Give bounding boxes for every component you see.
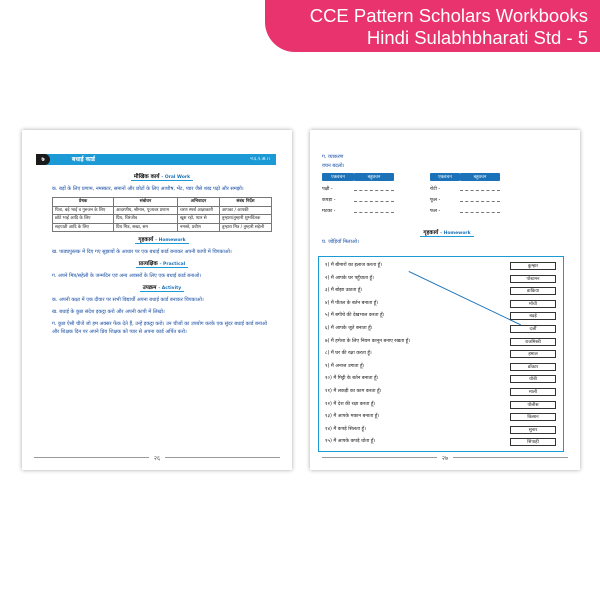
- answer-blank[interactable]: [354, 187, 394, 191]
- answer-blank[interactable]: [460, 187, 500, 191]
- homework-heading-right: गृहकार्य - Homework: [322, 228, 572, 236]
- homework-heading: गृहकार्य - Homework: [52, 236, 272, 245]
- match-left-item: ३) मैं बोझा उठाता हूँ।: [325, 288, 363, 294]
- match-left-item: १०) मैं मिट्टी के बर्तन बनाता हूँ।: [325, 376, 379, 382]
- match-left-item: २) मैं आपके घर पहुँचाता हूँ।: [325, 275, 374, 281]
- table-row: सहपाठी आदि के लिए प्रिय मित्र, सखा, सम नमस्ते, प्रवीण तुम्हारा मित्र / तुम्हारी सहेली: [53, 223, 272, 232]
- left-page-body: [52, 170, 272, 340]
- col-header: एकवचन: [430, 173, 460, 181]
- col-header: बहुवचन: [460, 173, 500, 181]
- title-banner: [265, 0, 600, 52]
- match-row: [325, 362, 559, 372]
- match-row: [325, 286, 559, 296]
- match-right-item[interactable]: डाकिया: [510, 287, 556, 295]
- match-right-item[interactable]: मोची: [510, 300, 556, 308]
- greeting-table: [52, 197, 272, 232]
- word-item: कपड़ा -: [322, 198, 336, 203]
- practical-heading: प्रात्यक्षिक - Practical: [52, 260, 272, 269]
- chapter-bar: [36, 154, 276, 165]
- chapter-title: बधाई कार्ड: [71, 156, 95, 163]
- question-ka: क. बड़ों के लिए प्रणाम, नमस्कार, समानों और छोटों के लिए आशीष, भेंट, प्यार जैसे शब्द पढ़ो और समझो।: [52, 186, 244, 192]
- table-header: संबंध निर्देश: [219, 198, 271, 207]
- chapter-number: ७: [36, 154, 50, 165]
- match-left-item: ९) मैं अनाज उगाता हूँ।: [325, 363, 365, 369]
- table-header: प्रेषक: [53, 198, 114, 207]
- match-right-item[interactable]: धोबी: [510, 375, 556, 383]
- right-page: [310, 130, 580, 470]
- answer-blank[interactable]: [354, 198, 394, 202]
- match-row: [325, 261, 559, 271]
- match-left-item: ६) मैं आपके जूते बनाता हूँ।: [325, 326, 373, 331]
- word-item: फूल -: [430, 198, 441, 203]
- match-row: [325, 299, 559, 309]
- match-left-item: १२) मैं देश की रक्षा करता हूँ।: [325, 401, 376, 407]
- match-left-item: १३) मैं आपके मकान बनाता हूँ।: [325, 414, 380, 420]
- match-row: [325, 425, 559, 435]
- right-page-body: [322, 152, 572, 248]
- match-row: [325, 437, 559, 447]
- match-left-item: ७) मैं हमेशा के लिए नियम कानून बनाए रखता हूँ।: [325, 338, 411, 344]
- question-kha: ख. पाठ्यपुस्तक में दिए गए सुझावों के आधार पर एक बधाई कार्ड बनाकर अपनी कापी में चिपकाओ।: [52, 249, 232, 255]
- match-left-item: १५) मैं आपके कपड़े धोता हूँ।: [325, 439, 376, 445]
- word-item: रोटी -: [430, 187, 441, 192]
- match-right-item[interactable]: माली: [510, 388, 556, 396]
- word-item: फल -: [430, 209, 441, 214]
- match-row: [325, 349, 559, 359]
- page-number: २६: [22, 454, 292, 462]
- match-row: [325, 374, 559, 384]
- match-right-item[interactable]: सिपाही: [510, 438, 556, 446]
- match-right-item[interactable]: कुम्हार: [510, 262, 556, 270]
- answer-blank[interactable]: [460, 209, 500, 213]
- match-left-item: ८) मैं घर की रक्षा करता हूँ।: [325, 351, 372, 357]
- match-right-item[interactable]: पोलीस: [510, 401, 556, 409]
- match-row: [325, 400, 559, 410]
- grammar-subhead: ग. व्याकरण: [322, 154, 344, 160]
- activity-heading: उपक्रम - Activity: [52, 284, 272, 293]
- table-header: अभिवादन: [178, 198, 220, 207]
- table-row: पिता, बड़े भाई व गुरुजन के लिए आदरणीय, श्रीमान, पूज्यवर प्रणाम चरण स्पर्श आज्ञाकारी आपका / आपकी: [53, 206, 272, 215]
- match-row: [325, 387, 559, 397]
- col-header: बहुवचन: [354, 173, 394, 181]
- chapter-ref: न.६.१.अ.।।: [250, 157, 270, 162]
- page-number: २७: [310, 454, 580, 462]
- word-item: मटका -: [322, 209, 336, 214]
- answer-blank[interactable]: [354, 209, 394, 213]
- word-item: पक्षी -: [322, 187, 333, 192]
- match-right-item[interactable]: पोस्टमन: [510, 275, 556, 283]
- match-right-item[interactable]: सुनार: [510, 426, 556, 434]
- match-row: [325, 337, 559, 347]
- match-left-item: ५) मैं बगीचे की देखभाल करता हूँ।: [325, 313, 385, 319]
- oral-work-heading: मौखिक कार्य - Oral Work: [52, 173, 272, 182]
- match-pairs-box: [318, 256, 564, 452]
- match-right-item[interactable]: राजमिस्त्री: [510, 338, 556, 346]
- match-row: [325, 311, 559, 321]
- grammar-instruction: वचन बदलो।: [322, 163, 345, 169]
- table-row: छोटे भाई आदि के लिए प्रिय, चिरंजीव खुश रहो, प्यार से तुम्हारा/तुम्हारी शुभचिंतक: [53, 215, 272, 224]
- match-left-item: ११) मैं लकड़ी का काम करता हूँ।: [325, 389, 382, 394]
- match-right-item[interactable]: डॉक्टर: [510, 363, 556, 371]
- col-header: एकवचन: [322, 173, 354, 181]
- match-row: [325, 412, 559, 422]
- banner-line-2: Hindi Sulabhbharati Std - 5: [366, 27, 588, 48]
- match-right-item[interactable]: किसान: [510, 413, 556, 421]
- match-left-item: ४) मैं पीतल के बर्तन बनाता हूँ।: [325, 300, 379, 306]
- match-instruction: घ. जोड़ियाँ मिलाओ।: [322, 239, 359, 245]
- banner-line-1: CCE Pattern Scholars Workbooks: [309, 5, 588, 26]
- activity-kha: ख. बधाई के कुछ संदेश इकट्ठा करो और अपनी कापी में लिखो।: [52, 309, 165, 315]
- left-page: [22, 130, 292, 470]
- number-change-grid: [322, 173, 572, 214]
- match-left-item: १) मैं बीमारों का इलाज करता हूँ।: [325, 263, 383, 268]
- answer-blank[interactable]: [460, 198, 500, 202]
- activity-ga: ग. कुछ ऐसी चीजें जो हम अक्सर फेंक देते हैं, उन्हें इकट्ठा करो। उन चीजों का उपयोग करके एक सुंदर बधाई कार्ड बनाओ और शिक्षक दिन पर अपने प्रिय शिक्षक को प्यार से अपना कार्ड अर्पित करो।: [52, 321, 268, 335]
- activity-ka: क. अपनी कक्षा में एक दीवार पर सभी विद्यार्थी अपना बधाई कार्ड बनाकर चिपकाओ।: [52, 297, 204, 303]
- match-left-item: १४) मैं कपड़े सिलता हूँ।: [325, 426, 366, 432]
- match-row: [325, 324, 559, 334]
- match-right-item[interactable]: हमाल: [510, 350, 556, 358]
- table-header: संबोधन: [114, 198, 178, 207]
- match-right-item[interactable]: दर्जी: [510, 325, 556, 333]
- question-ga: ग. अपने मित्र/सहेली के जन्मदिन एवं अन्य अवसरों के लिए एक बधाई कार्ड बनाओ।: [52, 273, 202, 279]
- match-right-item[interactable]: बढ़ई: [510, 312, 556, 320]
- match-row: [325, 274, 559, 284]
